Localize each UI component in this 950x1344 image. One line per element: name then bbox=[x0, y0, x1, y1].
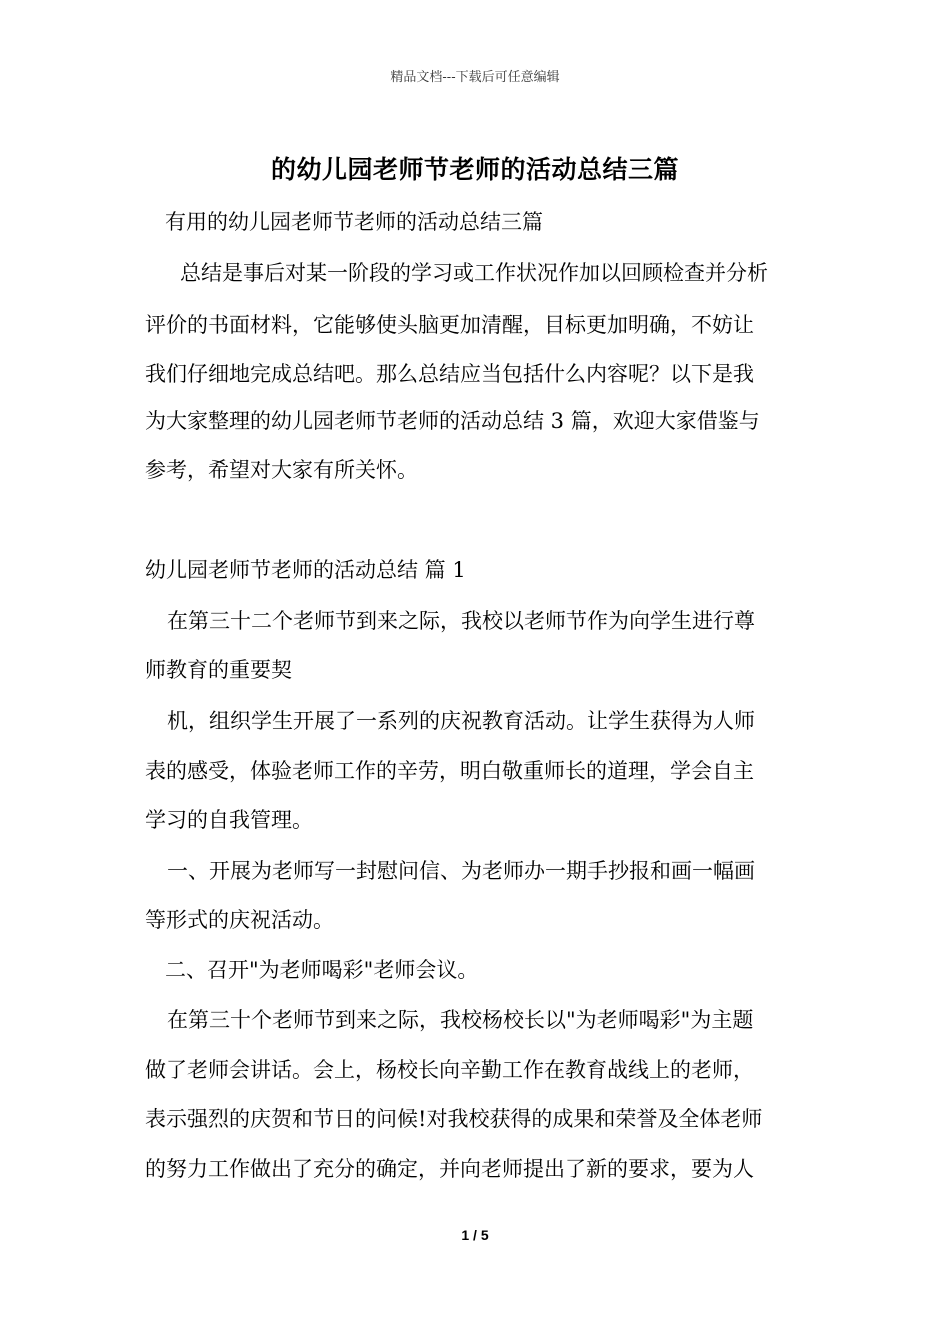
paragraph-line: 我们仔细地完成总结吧。那么总结应当包括什么内容呢？以下是我 bbox=[145, 362, 754, 386]
section-heading: 幼儿园老师节老师的活动总结 篇 1 bbox=[145, 558, 466, 582]
paragraph-line: 评价的书面材料，它能够使头脑更加清醒，目标更加明确，不妨让 bbox=[145, 313, 754, 337]
paragraph-line: 机，组织学生开展了一系列的庆祝教育活动。让学生获得为人师 bbox=[167, 709, 755, 733]
paragraph-line: 学习的自我管理。 bbox=[145, 808, 313, 832]
paragraph-line: 二、召开"为老师喝彩"老师会议。 bbox=[165, 958, 479, 982]
paragraph-line: 做了老师会讲话。会上，杨校长向辛勤工作在教育战线上的老师， bbox=[145, 1058, 754, 1082]
paragraph-line: 为大家整理的幼儿园老师节老师的活动总结 3 篇，欢迎大家借鉴与 bbox=[145, 409, 760, 433]
paragraph-line: 表示强烈的庆贺和节日的问候!对我校获得的成果和荣誉及全体老师 bbox=[145, 1107, 763, 1131]
paragraph-line: 参考，希望对大家有所关怀。 bbox=[145, 458, 418, 482]
page-number: 1 / 5 bbox=[461, 1227, 489, 1243]
subtitle-line: 有用的幼儿园老师节老师的活动总结三篇 bbox=[165, 210, 543, 234]
paragraph-line: 等形式的庆祝活动。 bbox=[145, 908, 334, 932]
paragraph-line: 师教育的重要契 bbox=[145, 658, 292, 682]
paragraph-line: 在第三十个老师节到来之际，我校杨校长以"为老师喝彩"为主题 bbox=[167, 1008, 754, 1032]
paragraph-line: 的努力工作做出了充分的确定，并向老师提出了新的要求，要为人 bbox=[145, 1157, 754, 1181]
paragraph-line: 总结是事后对某一阶段的学习或工作状况作加以回顾检查并分析 bbox=[180, 261, 768, 285]
paragraph-line: 表的感受，体验老师工作的辛劳，明白敬重师长的道理，学会自主 bbox=[145, 759, 754, 783]
document-title: 的幼儿园老师节老师的活动总结三篇 bbox=[270, 155, 679, 184]
page-header: 精品文档---下载后可任意编辑 bbox=[390, 70, 560, 85]
paragraph-line: 在第三十二个老师节到来之际，我校以老师节作为向学生进行尊 bbox=[167, 609, 755, 633]
paragraph-line: 一、开展为老师写一封慰问信、为老师办一期手抄报和画一幅画 bbox=[167, 859, 755, 883]
